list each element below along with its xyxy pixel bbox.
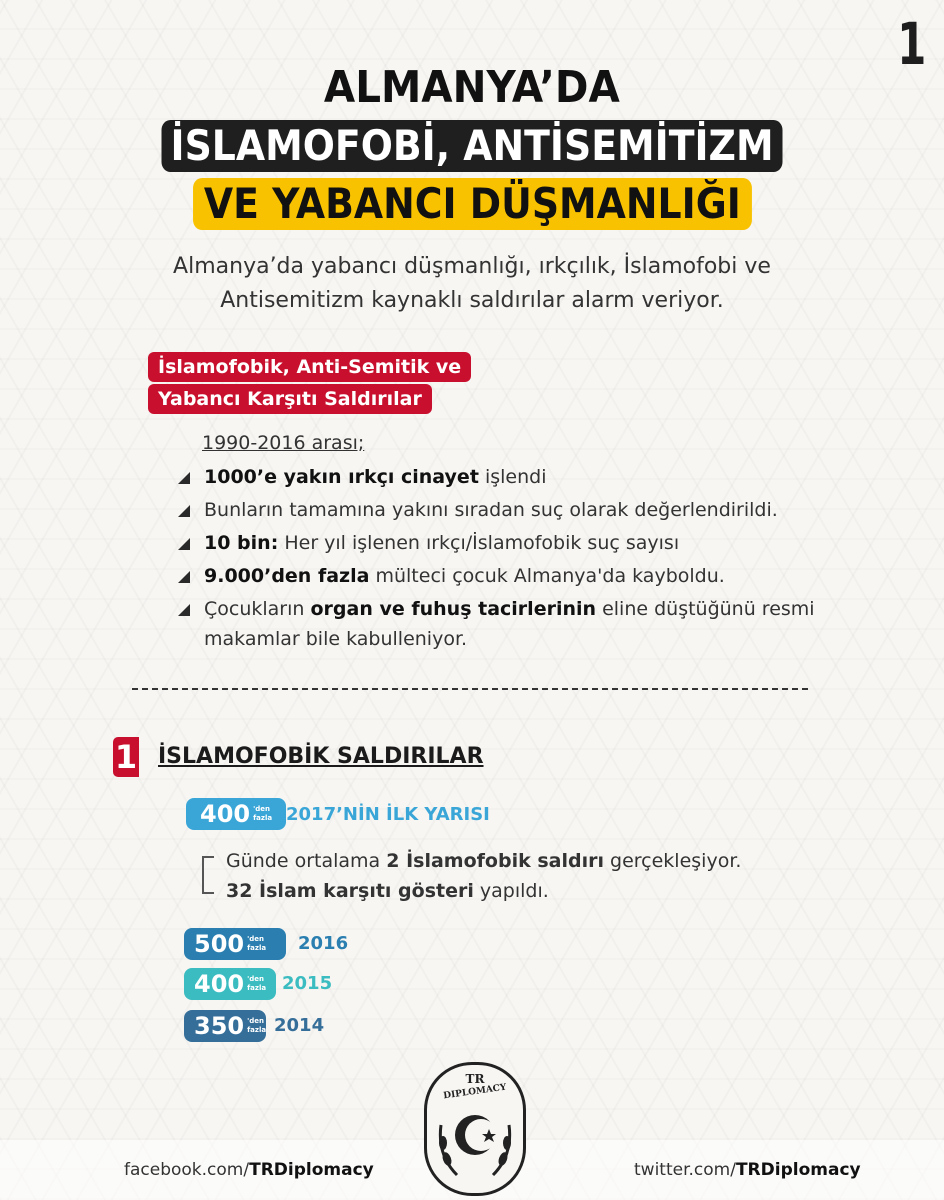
bracket-icon <box>202 856 214 894</box>
title-line-2: İSLAMOFOBİ, ANTİSEMİTİZM <box>161 120 782 172</box>
twitter-prefix: twitter.com/ <box>634 1160 736 1180</box>
suffix-top: 'den <box>247 975 264 983</box>
highlight-badge <box>186 798 286 830</box>
subtitle-line-2: Antisemitizm kaynaklı saldırılar alarm veriyor. <box>220 288 724 313</box>
page-number: 1 <box>896 10 926 78</box>
triangle-bullet-icon <box>178 604 190 616</box>
triangle-bullet-icon <box>178 505 190 517</box>
year-label: 2015 <box>282 973 333 994</box>
list-item <box>176 528 816 558</box>
list-item <box>176 594 816 654</box>
suffix-bottom: fazla <box>247 944 267 952</box>
logo-line-2: DIPLOMACY <box>442 1082 508 1102</box>
triangle-bullet-icon <box>178 571 190 583</box>
facts-list <box>176 462 816 657</box>
year-suffix <box>247 1017 266 1035</box>
twitter-handle: TRDiplomacy <box>735 1160 861 1180</box>
year-value: 400 <box>194 970 245 998</box>
detail-line <box>202 846 741 876</box>
suffix-bottom: fazla <box>247 1026 267 1034</box>
section-title: İSLAMOFOBİK SALDIRILAR <box>158 744 484 769</box>
attacks-tag <box>148 352 471 416</box>
suffix-bottom: fazla <box>253 814 273 822</box>
bullet-text: Her yıl işlenen ırkçı/İslamofobik suç sayısı <box>278 532 680 554</box>
year-value: 500 <box>194 930 245 958</box>
detail-text: gerçekleşiyor. <box>603 850 742 872</box>
bullet-bold: 10 bin: <box>204 532 279 554</box>
logo-line-1: TR <box>465 1072 485 1086</box>
list-item <box>176 495 816 525</box>
list-item <box>176 561 816 591</box>
subtitle-line-1: Almanya’da yabancı düşmanlığı, ırkçılık, İslamofobi ve <box>173 254 771 279</box>
bullet-text: işlendi <box>478 466 547 488</box>
bullet-pre: Çocukların <box>204 598 311 620</box>
section-number-badge: 1 <box>114 738 138 776</box>
year-badge-2014 <box>184 1010 266 1042</box>
highlight-suffix <box>253 805 272 823</box>
tr-diplomacy-logo <box>424 1062 526 1196</box>
highlight-value: 400 <box>200 800 251 828</box>
crescent-star-icon <box>427 1065 523 1193</box>
suffix-top: 'den <box>247 935 264 943</box>
triangle-bullet-icon <box>178 472 190 484</box>
year-label: 2016 <box>298 933 349 954</box>
list-item <box>176 462 816 492</box>
detail-pre: Günde ortalama <box>226 850 387 872</box>
year-badge-2016 <box>184 928 286 960</box>
bullet-bold: organ ve fuhuş tacirlerinin <box>310 598 597 620</box>
dashed-divider <box>132 688 808 690</box>
bullet-text: eline düştüğünü resmi makamlar bile kabulleniyor. <box>204 598 815 650</box>
year-badge-2015 <box>184 968 276 1000</box>
attacks-tag-line-1: İslamofobik, Anti-Semitik ve <box>148 352 471 382</box>
year-label: 2014 <box>274 1015 325 1036</box>
suffix-bottom: fazla <box>247 984 267 992</box>
attacks-tag-line-2: Yabancı Karşıtı Saldırılar <box>148 384 432 414</box>
bullet-bold: 9.000’den fazla <box>204 565 370 587</box>
detail-block <box>202 846 741 906</box>
year-suffix <box>247 935 266 953</box>
period-label: 1990-2016 arası; <box>202 432 365 454</box>
twitter-link[interactable] <box>634 1160 861 1180</box>
detail-bold: 2 İslamofobik saldırı <box>386 850 604 872</box>
bullet-text: mülteci çocuk Almanya'da kayboldu. <box>369 565 725 587</box>
bullet-bold: 1000’e yakın ırkçı cinayet <box>204 466 479 488</box>
subtitle <box>0 250 944 318</box>
title-line-1: ALMANYA’DA <box>324 62 620 113</box>
detail-line <box>202 876 741 906</box>
suffix-top: 'den <box>247 1017 264 1025</box>
detail-bold: 32 İslam karşıtı gösteri <box>226 880 474 902</box>
facebook-prefix: facebook.com/ <box>124 1160 250 1180</box>
suffix-top: 'den <box>253 805 270 813</box>
detail-text: yapıldı. <box>473 880 549 902</box>
triangle-bullet-icon <box>178 538 190 550</box>
year-value: 350 <box>194 1012 245 1040</box>
facebook-link[interactable] <box>124 1160 374 1180</box>
title-line-3: VE YABANCI DÜŞMANLIĞI <box>193 178 752 230</box>
highlight-label: 2017’NİN İLK YARISI <box>286 804 490 825</box>
bullet-text: Bunların tamamına yakını sıradan suç olarak değerlendirildi. <box>204 499 778 521</box>
facebook-handle: TRDiplomacy <box>249 1160 374 1180</box>
title-block <box>0 62 944 230</box>
year-suffix <box>247 975 266 993</box>
